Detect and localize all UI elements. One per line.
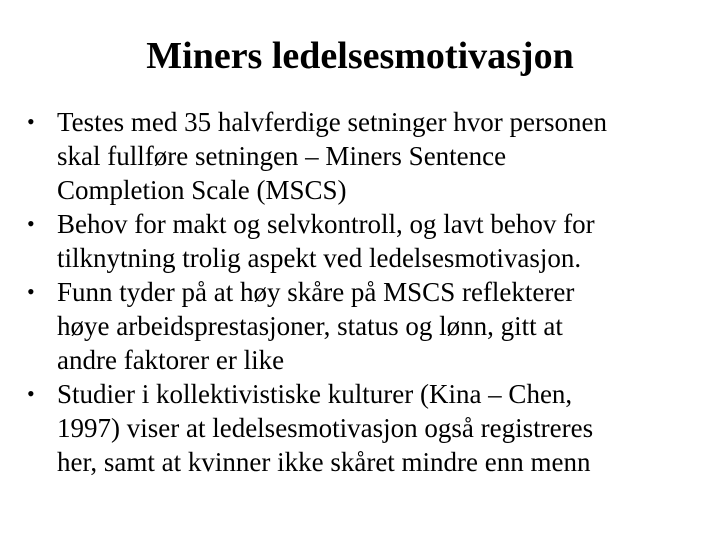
bullet-item bbox=[0, 207, 720, 275]
bullet-line: Funn tyder på at høy skåre på MSCS reflekterer bbox=[57, 277, 575, 307]
bullet-dot-icon: • bbox=[27, 381, 35, 406]
bullet-line: tilknytning trolig aspekt ved ledelsesmotivasjon. bbox=[57, 243, 582, 273]
bullet-text bbox=[57, 377, 714, 479]
bullet-line: høye arbeidsprestasjoner, status og lønn, gitt at bbox=[57, 311, 563, 341]
bullet-line: Behov for makt og selvkontroll, og lavt behov for bbox=[57, 209, 595, 239]
bullet-line: Testes med 35 halvferdige setninger hvor personen bbox=[57, 107, 607, 137]
bullet-line: Studier i kollektivistiske kulturer (Kina – Chen, bbox=[57, 379, 573, 409]
bullet-text bbox=[57, 105, 714, 207]
bullet-dot-icon: • bbox=[27, 279, 35, 304]
bullet-line: andre faktorer er like bbox=[57, 345, 285, 375]
bullet-line: skal fullføre setningen – Miners Sentence bbox=[57, 141, 507, 171]
bullet-line: Completion Scale (MSCS) bbox=[57, 175, 347, 205]
bullet-text bbox=[57, 207, 714, 275]
bullet-item bbox=[0, 377, 720, 479]
bullet-text bbox=[57, 275, 714, 377]
bullet-line: 1997) viser at ledelsesmotivasjon også registreres bbox=[57, 413, 594, 443]
bullet-line: her, samt at kvinner ikke skåret mindre enn menn bbox=[57, 447, 591, 477]
bullet-dot-icon: • bbox=[27, 211, 35, 236]
slide-title: Miners ledelsesmotivasjon bbox=[146, 35, 574, 77]
bullet-item bbox=[0, 275, 720, 377]
bullet-item bbox=[0, 105, 720, 207]
bullet-list bbox=[0, 105, 720, 479]
bullet-dot-icon: • bbox=[27, 109, 35, 134]
